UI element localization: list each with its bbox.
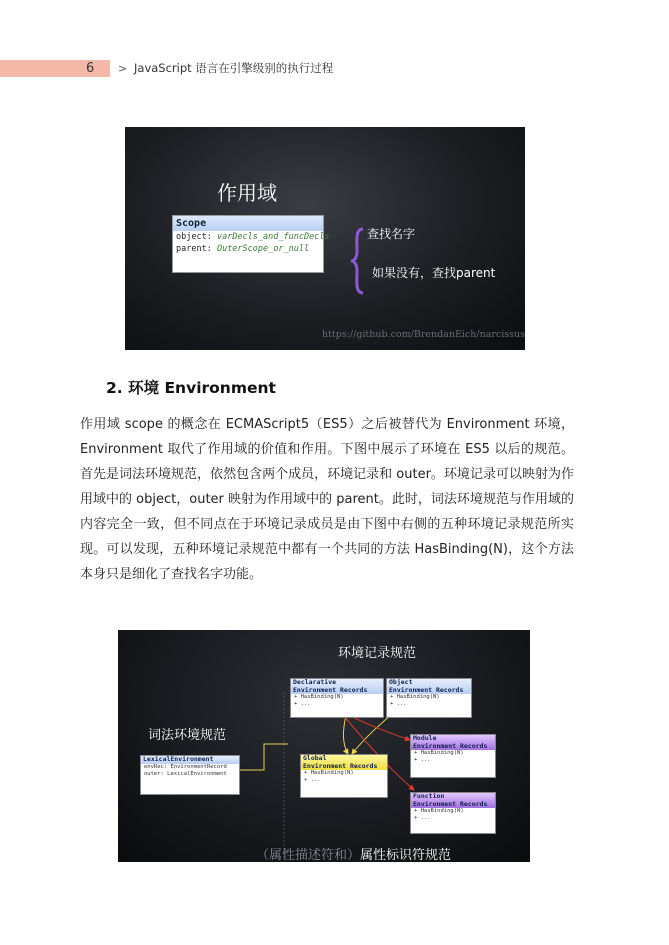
object-head-1: Object <box>389 678 413 686</box>
envrec-connector <box>236 744 288 770</box>
function-line-1: + HasBinding(N) <box>414 808 464 814</box>
scope-object-line <box>173 231 330 243</box>
function-line-2: + ... <box>414 815 431 821</box>
lexical-head: LexicalEnvironment <box>141 756 239 764</box>
scope-parent-line <box>173 243 323 255</box>
declarative-env-record-box <box>290 678 384 718</box>
arrow-declarative-to-module <box>350 716 410 740</box>
global-head <box>301 755 387 770</box>
global-head-1: Global <box>303 754 327 762</box>
global-line-1: + HasBinding(N) <box>304 770 354 776</box>
declarative-head-2: Environment Records <box>293 685 368 694</box>
property-spec-label <box>256 844 451 862</box>
object-head-2: Environment Records <box>389 685 464 694</box>
scope-object-key: object: <box>176 232 212 242</box>
lookup-name-annotation: 查找名字 <box>367 227 416 241</box>
lexical-env-label: 词法环境规范 <box>148 728 227 743</box>
lexical-line-2: outer: LexicalEnvironment <box>144 770 227 777</box>
scope-class-header: Scope <box>173 216 323 231</box>
object-env-record-box <box>386 678 472 718</box>
module-env-record-box <box>410 734 496 778</box>
declarative-line-1: + HasBinding(N) <box>294 694 344 700</box>
arrow-object-to-global <box>352 716 390 754</box>
object-head <box>387 679 471 694</box>
module-head <box>411 735 495 750</box>
function-env-record-box <box>410 792 496 834</box>
section-heading: 2. 环境 Environment <box>106 379 276 397</box>
property-spec-text: 属性标识符规范 <box>360 848 452 862</box>
global-env-record-box <box>300 754 388 798</box>
scope-parent-key: parent: <box>176 244 212 254</box>
module-head-2: Environment Records <box>413 741 488 750</box>
global-head-2: Environment Records <box>303 761 378 770</box>
function-head <box>411 793 495 808</box>
property-spec-prefix: （属性描述符和） <box>256 848 361 862</box>
scope-class-box <box>172 215 330 273</box>
body-paragraph: 作用域 scope 的概念在 ECMAScript5（ES5）之后被替代为 Environment 环境，Environment 取代了作用域的价值和作用。下图中展示了环境在 ES5 以后的规范。首先是词法环境规范，依然包含两个成员，环境记录和 outer。环境记录可以映射为作用域中的 object，outer 映射为作用域中的 parent。此时，词法环境规范与作用域的内容完全一致，但不同点在于环境记录成员是由下图中右侧的五种环境记录规范所实现。可以发现，五种环境记录规范中都有一个共同的方法 HasBinding(N)，这个方法本身只是细化了查找名字功能。 <box>80 417 574 582</box>
function-head-2: Environment Records <box>413 799 488 808</box>
module-head-1: Module <box>413 734 437 742</box>
page-number: 6 <box>86 61 95 76</box>
lexical-environment-box <box>140 755 240 795</box>
scope-slide-image <box>125 127 525 350</box>
lexical-line-1: envRec: EnvironmentRecord <box>144 763 227 770</box>
brace-icon <box>351 227 365 295</box>
module-line-1: + HasBinding(N) <box>414 750 464 756</box>
global-line-2: + ... <box>304 777 321 783</box>
lookup-parent-annotation: 如果没有，查找parent <box>372 266 496 280</box>
module-line-2: + ... <box>414 757 431 763</box>
environment-slide-image <box>118 630 530 862</box>
declarative-head <box>291 679 383 694</box>
scope-slide-title: 作用域 <box>217 181 277 205</box>
function-head-1: Function <box>413 792 445 800</box>
scope-object-value: varDecls_and_funcDecls <box>216 232 330 242</box>
declarative-head-1: Declarative <box>293 678 337 686</box>
scope-parent-value: OuterScope_or_null <box>216 244 310 254</box>
object-line-2: + ... <box>390 701 407 707</box>
header-arrow: > <box>118 62 128 75</box>
chapter-title: JavaScript 语言在引擎级别的执行过程 <box>134 61 334 75</box>
object-line-1: + HasBinding(N) <box>390 694 440 700</box>
declarative-line-2: + ... <box>294 701 311 707</box>
env-records-label: 环境记录规范 <box>338 646 417 661</box>
source-url: https://github.com/BrendanEich/narcissus <box>322 329 525 340</box>
arrow-declarative-to-global <box>343 716 348 754</box>
